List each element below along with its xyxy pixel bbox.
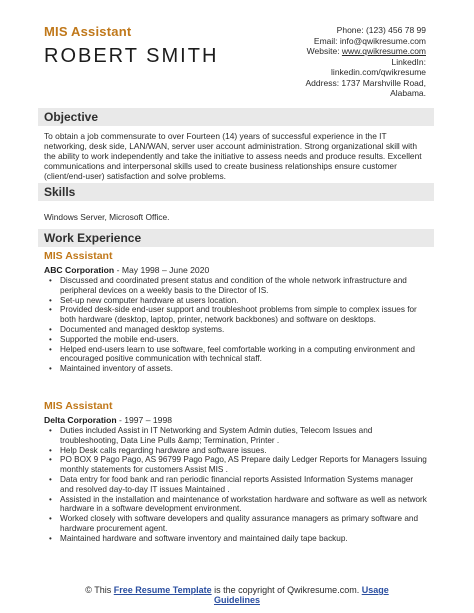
job-company-line <box>44 415 172 425</box>
objective-section-header <box>38 108 434 126</box>
contact-address-line1: Address: 1737 Marshville Road, <box>305 77 426 88</box>
skills-heading: Skills <box>44 185 76 199</box>
list-item: • Maintained hardware and software inventory and maintained daily tape backup. <box>44 534 428 544</box>
objective-heading: Objective <box>44 110 99 124</box>
job-dates: - 1997 – 1998 <box>116 415 173 425</box>
job-bullet-list <box>44 426 428 544</box>
list-item: • Data entry for food bank and ran periodic financial reports Assisted Information Systems manager and resolved day-to-day IT issues Maintained . <box>44 475 428 495</box>
company-name: ABC Corporation <box>44 265 115 275</box>
job-title: MIS Assistant <box>44 400 113 412</box>
candidate-name: ROBERT SMITH <box>44 45 219 67</box>
skills-text: Windows Server, Microsoft Office. <box>44 212 170 222</box>
list-item: • Provided desk-side end-user support and troubleshoot problems from simple to complex issues for both hardware (desktop, laptop, printer, network backbones) and software on desktops. <box>44 305 428 325</box>
list-item: • Maintained inventory of assets. <box>44 364 428 374</box>
list-item: • PO BOX 9 Pago Pago, AS 96799 Pago Pago, AS Prepare daily Ledger Reports for Managers Issuing monthly statements for customers Assist MIS . <box>44 455 428 475</box>
job-bullet-list <box>44 276 428 374</box>
job-title: MIS Assistant <box>44 250 113 262</box>
header-job-title: MIS Assistant <box>44 24 132 39</box>
company-name: Delta Corporation <box>44 415 117 425</box>
list-item: • Worked closely with software developers and quality assurance managers as primary software and hardware procurement agent. <box>44 514 428 534</box>
list-item: • Help Desk calls regarding hardware and software issues. <box>44 446 428 456</box>
list-item: • Duties included Assist in IT Networking and System Admin duties, Telecom Issues and troubleshooting, Data Line Pulls &amp; Termination, Printer . <box>44 426 428 446</box>
contact-block <box>206 25 426 99</box>
skills-section-header <box>38 183 434 201</box>
footer-middle: is the copyright of Qwikresume.com. <box>211 585 362 595</box>
list-item: • Supported the mobile end-users. <box>44 335 428 345</box>
contact-email: Email: info@qwikresume.com <box>313 35 426 46</box>
contact-address-line2: Alabama. <box>390 88 426 98</box>
job-company-line <box>44 265 209 275</box>
contact-phone: Phone: (123) 456 78 99 <box>336 25 426 35</box>
footer-copyright <box>0 585 474 605</box>
website-link[interactable]: www.qwikresume.com <box>341 46 426 56</box>
website-label: Website: <box>306 46 342 56</box>
list-item: • Set-up new computer hardware at users location. <box>44 296 428 306</box>
footer-prefix: © This <box>85 585 114 595</box>
guidelines-link[interactable]: Guidelines <box>213 595 260 605</box>
list-item: • Discussed and coordinated present status and condition of the whole network infrastructure and peripheral devices on a weekly basis to the Director of IS. <box>44 276 428 296</box>
work-experience-heading: Work Experience <box>44 231 142 245</box>
list-item: • Assisted in the installation and maintenance of workstation hardware and software as well as network hardware in a software development environment. <box>44 495 428 515</box>
objective-text: To obtain a job commensurate to over Fourteen (14) years of successful experience in the IT networking, desk side, LAN/WAN, server user account administration. Strong organizational skill with the ability to work independently and take the initiative to assess needs and produce results. Excellent communications and interpersonal skills used to create business relationships ensure customer (client/end-user) satisfaction and solve problems. <box>44 131 422 181</box>
work-experience-section-header <box>38 229 434 247</box>
list-item: • Helped end-users learn to use software, feel comfortable working in a computing environment and encouraged positive communication with technical staff. <box>44 345 428 365</box>
contact-website <box>206 46 426 57</box>
free-resume-template-link[interactable]: Free Resume Template <box>113 585 212 595</box>
contact-linkedin-value: linkedin.com/qwikresume <box>331 67 426 77</box>
list-item: • Documented and managed desktop systems. <box>44 325 428 335</box>
job-dates: - May 1998 – June 2020 <box>114 265 210 275</box>
usage-link[interactable]: Usage <box>361 585 389 595</box>
contact-linkedin-label: LinkedIn: <box>391 56 426 67</box>
